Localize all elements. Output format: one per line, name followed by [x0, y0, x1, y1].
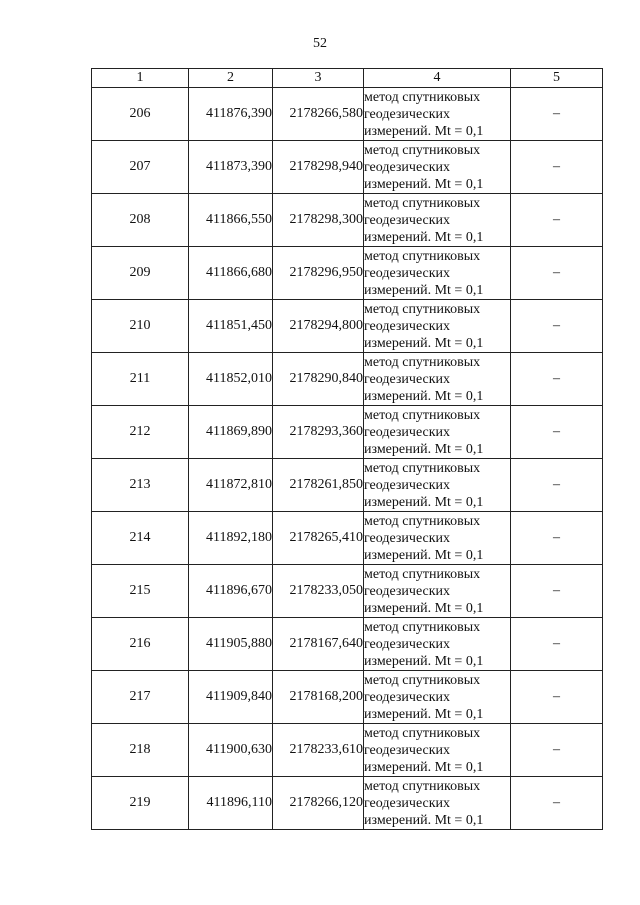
- note-cell: –: [511, 141, 603, 194]
- method-cell: [364, 512, 511, 565]
- x-coordinate-cell: 411866,680: [189, 247, 273, 300]
- note-cell: –: [511, 777, 603, 830]
- method-text-line: метод спутниковых: [364, 248, 481, 264]
- point-number-cell: 206: [92, 88, 189, 141]
- point-number-cell: 210: [92, 300, 189, 353]
- point-number-cell: 211: [92, 353, 189, 406]
- y-coordinate-cell: 2178266,580: [273, 88, 364, 141]
- method-text-line: измерений. Mt = 0,1: [364, 388, 484, 404]
- point-number-cell: 212: [92, 406, 189, 459]
- point-number-cell: 217: [92, 671, 189, 724]
- note-cell: –: [511, 618, 603, 671]
- y-coordinate-cell: 2178298,300: [273, 194, 364, 247]
- table-row: [92, 724, 603, 777]
- method-text-line: метод спутниковых: [364, 566, 481, 582]
- method-text-line: метод спутниковых: [364, 301, 481, 317]
- method-text-line: геодезических: [364, 424, 451, 440]
- table-row: [92, 247, 603, 300]
- method-text-line: геодезических: [364, 106, 451, 122]
- table-row: [92, 459, 603, 512]
- table-body: [92, 88, 603, 830]
- note-cell: –: [511, 671, 603, 724]
- table-row: [92, 141, 603, 194]
- method-text-line: измерений. Mt = 0,1: [364, 812, 484, 828]
- y-coordinate-cell: 2178167,640: [273, 618, 364, 671]
- method-text-line: метод спутниковых: [364, 619, 481, 635]
- y-coordinate-cell: 2178294,800: [273, 300, 364, 353]
- point-number-cell: 214: [92, 512, 189, 565]
- point-number-cell: 213: [92, 459, 189, 512]
- method-cell: [364, 300, 511, 353]
- page-number: 52: [313, 36, 327, 51]
- point-number-cell: 216: [92, 618, 189, 671]
- column-header-2: 2: [189, 69, 273, 88]
- point-number-cell: 215: [92, 565, 189, 618]
- method-text-line: измерений. Mt = 0,1: [364, 335, 484, 351]
- method-text-line: геодезических: [364, 371, 451, 387]
- table-row: [92, 353, 603, 406]
- method-cell: [364, 353, 511, 406]
- x-coordinate-cell: 411896,670: [189, 565, 273, 618]
- table-row: [92, 671, 603, 724]
- x-coordinate-cell: 411905,880: [189, 618, 273, 671]
- method-text-line: измерений. Mt = 0,1: [364, 282, 484, 298]
- y-coordinate-cell: 2178290,840: [273, 353, 364, 406]
- y-coordinate-cell: 2178296,950: [273, 247, 364, 300]
- point-number-cell: 209: [92, 247, 189, 300]
- method-text-line: измерений. Mt = 0,1: [364, 229, 484, 245]
- method-text-line: метод спутниковых: [364, 460, 481, 476]
- method-text-line: метод спутниковых: [364, 513, 481, 529]
- note-cell: –: [511, 565, 603, 618]
- method-text-line: метод спутниковых: [364, 195, 481, 211]
- method-text-line: геодезических: [364, 689, 451, 705]
- point-number-cell: 219: [92, 777, 189, 830]
- table-row: [92, 194, 603, 247]
- y-coordinate-cell: 2178293,360: [273, 406, 364, 459]
- y-coordinate-cell: 2178298,940: [273, 141, 364, 194]
- x-coordinate-cell: 411900,630: [189, 724, 273, 777]
- note-cell: –: [511, 88, 603, 141]
- point-number-cell: 207: [92, 141, 189, 194]
- x-coordinate-cell: 411851,450: [189, 300, 273, 353]
- method-text-line: геодезических: [364, 212, 451, 228]
- point-number-cell: 218: [92, 724, 189, 777]
- method-text-line: измерений. Mt = 0,1: [364, 123, 484, 139]
- x-coordinate-cell: 411909,840: [189, 671, 273, 724]
- method-text-line: геодезических: [364, 477, 451, 493]
- y-coordinate-cell: 2178266,120: [273, 777, 364, 830]
- method-text-line: геодезических: [364, 265, 451, 281]
- method-text-line: геодезических: [364, 318, 451, 334]
- method-cell: [364, 194, 511, 247]
- table-row: [92, 406, 603, 459]
- method-text-line: измерений. Mt = 0,1: [364, 176, 484, 192]
- note-cell: –: [511, 406, 603, 459]
- x-coordinate-cell: 411852,010: [189, 353, 273, 406]
- x-coordinate-cell: 411869,890: [189, 406, 273, 459]
- column-header-3: 3: [273, 69, 364, 88]
- method-text-line: метод спутниковых: [364, 142, 481, 158]
- method-cell: [364, 406, 511, 459]
- method-cell: [364, 671, 511, 724]
- method-text-line: метод спутниковых: [364, 672, 481, 688]
- note-cell: –: [511, 353, 603, 406]
- method-text-line: измерений. Mt = 0,1: [364, 441, 484, 457]
- method-cell: [364, 777, 511, 830]
- method-cell: [364, 459, 511, 512]
- column-header-5: 5: [511, 69, 603, 88]
- table-row: [92, 565, 603, 618]
- y-coordinate-cell: 2178168,200: [273, 671, 364, 724]
- y-coordinate-cell: 2178261,850: [273, 459, 364, 512]
- table-row: [92, 88, 603, 141]
- method-text-line: метод спутниковых: [364, 778, 481, 794]
- method-text-line: измерений. Mt = 0,1: [364, 600, 484, 616]
- note-cell: –: [511, 459, 603, 512]
- method-text-line: измерений. Mt = 0,1: [364, 494, 484, 510]
- method-text-line: метод спутниковых: [364, 725, 481, 741]
- x-coordinate-cell: 411873,390: [189, 141, 273, 194]
- note-cell: –: [511, 300, 603, 353]
- method-cell: [364, 141, 511, 194]
- x-coordinate-cell: 411866,550: [189, 194, 273, 247]
- note-cell: –: [511, 724, 603, 777]
- method-text-line: метод спутниковых: [364, 354, 481, 370]
- method-text-line: метод спутниковых: [364, 407, 481, 423]
- method-text-line: измерений. Mt = 0,1: [364, 706, 484, 722]
- method-text-line: геодезических: [364, 159, 451, 175]
- y-coordinate-cell: 2178265,410: [273, 512, 364, 565]
- point-number-cell: 208: [92, 194, 189, 247]
- note-cell: –: [511, 247, 603, 300]
- table-row: [92, 512, 603, 565]
- y-coordinate-cell: 2178233,610: [273, 724, 364, 777]
- x-coordinate-cell: 411872,810: [189, 459, 273, 512]
- method-text-line: метод спутниковых: [364, 89, 481, 105]
- method-text-line: геодезических: [364, 636, 451, 652]
- method-text-line: геодезических: [364, 742, 451, 758]
- method-cell: [364, 618, 511, 671]
- coordinates-table: [91, 68, 603, 830]
- table-row: [92, 777, 603, 830]
- method-text-line: геодезических: [364, 583, 451, 599]
- method-text-line: измерений. Mt = 0,1: [364, 547, 484, 563]
- method-text-line: геодезических: [364, 530, 451, 546]
- y-coordinate-cell: 2178233,050: [273, 565, 364, 618]
- method-cell: [364, 247, 511, 300]
- note-cell: –: [511, 512, 603, 565]
- x-coordinate-cell: 411896,110: [189, 777, 273, 830]
- table-header-row: [92, 69, 603, 88]
- x-coordinate-cell: 411892,180: [189, 512, 273, 565]
- method-cell: [364, 88, 511, 141]
- x-coordinate-cell: 411876,390: [189, 88, 273, 141]
- method-text-line: геодезических: [364, 795, 451, 811]
- method-text-line: измерений. Mt = 0,1: [364, 759, 484, 775]
- method-cell: [364, 724, 511, 777]
- method-cell: [364, 565, 511, 618]
- column-header-4: 4: [364, 69, 511, 88]
- note-cell: –: [511, 194, 603, 247]
- method-text-line: измерений. Mt = 0,1: [364, 653, 484, 669]
- table-row: [92, 300, 603, 353]
- column-header-1: 1: [92, 69, 189, 88]
- table-row: [92, 618, 603, 671]
